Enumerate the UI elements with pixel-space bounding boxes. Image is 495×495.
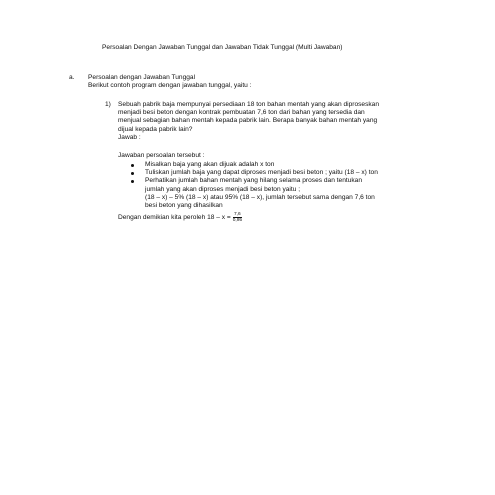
bullet-line: (18 – x) – 5% (18 – x) atau 95% (18 – x), jumlah tersebut sama dengan 7,6 ton	[145, 193, 375, 201]
question-line: dijual kepada pabrik lain?	[118, 125, 193, 133]
bullet-item	[118, 169, 448, 177]
bullet-item	[118, 161, 448, 169]
bullet-line: jumlah yang akan diproses menjadi besi beton yaitu ;	[145, 185, 301, 193]
section-intro: Berikut contoh program dengan jawaban tunggal, yaitu :	[88, 82, 252, 89]
bullet-line: besi beton yang dihasilkan	[145, 201, 223, 209]
fraction-denominator: 0,95	[232, 218, 243, 224]
fraction	[232, 212, 243, 223]
question-line: menjual sebagian bahan mentah kepada pabrik lain. Berapa banyak bahan mentah yang	[118, 117, 378, 125]
answer-intro: Jawaban persoalan tersebut :	[118, 152, 205, 159]
question-number: 1)	[105, 101, 111, 108]
question-text	[118, 101, 438, 142]
bullet-line: Tuliskan jumlah baja yang dapat diproses menjadi besi beton ; yaitu (18 – x) ton	[145, 169, 378, 177]
conclusion	[118, 212, 243, 223]
section-marker: a.	[69, 74, 75, 81]
bullet-line: Perhatikan jumlah bahan mentah yang hilang selama proses dan tentukan	[145, 177, 363, 185]
bullet-icon	[131, 164, 134, 167]
document-title: Persoalan Dengan Jawaban Tunggal dan Jawaban Tidak Tunggal (Multi Jawaban)	[102, 44, 343, 51]
section-heading: Persoalan dengan Jawaban Tunggal	[88, 74, 196, 81]
question-line: Sebuah pabrik baja mempunyai persediaan 18 ton bahan mentah yang akan diproseskan	[118, 101, 380, 108]
answer-label: Jawab :	[118, 133, 141, 141]
conclusion-text: Dengan demikian kita peroleh 18 – x =	[118, 213, 231, 221]
answer-bullet-list	[118, 161, 448, 210]
fraction-numerator: 7,6	[234, 212, 241, 217]
bullet-icon	[131, 180, 134, 183]
bullet-line: Misalkan baja yang akan dijuak adalah x ton	[145, 161, 275, 168]
bullet-icon	[131, 172, 134, 175]
bullet-item	[118, 177, 448, 210]
question-line: menjadi besi beton dengan kontrak pembuatan 7,6 ton dari bahan yang tersedia dan	[118, 109, 365, 117]
